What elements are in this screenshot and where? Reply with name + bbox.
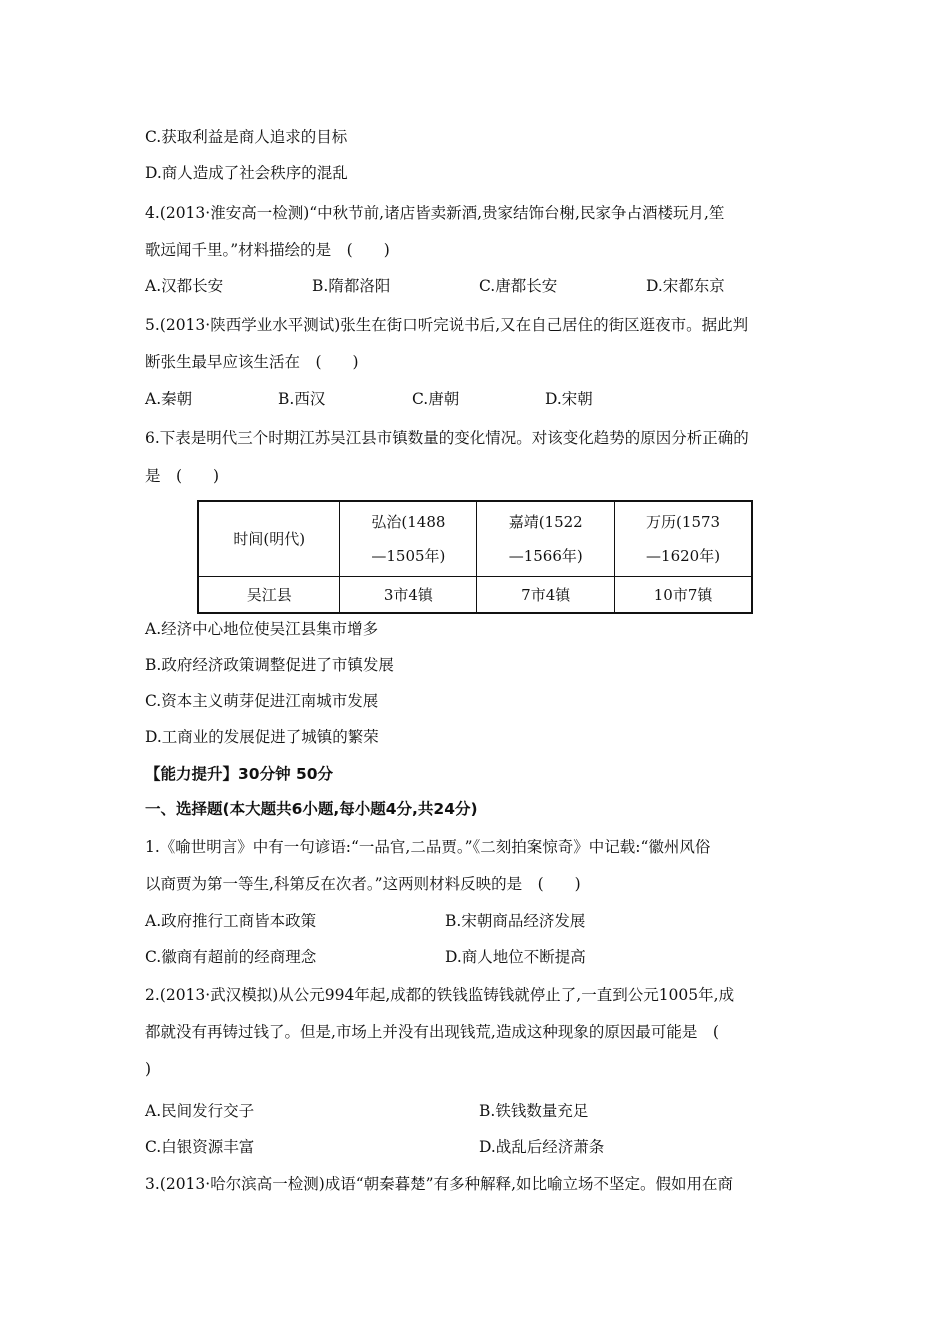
table-header-row — [198, 501, 752, 576]
part-heading: 一、选择题(本大题共6小题,每小题4分,共24分) — [145, 800, 478, 818]
p-question-1-line-2: 以商贾为第一等生,科第反在次者。”这两则材料反映的是 ( ) — [145, 875, 581, 893]
period-name: 嘉靖(1522 — [508, 512, 583, 531]
p-question-2-line-1: 2.(2013·武汉模拟)从公元994年起,成都的铁钱监铸钱就停止了,一直到公元1005年,成 — [145, 986, 735, 1004]
section-heading: 【能力提升】30分钟 50分 — [145, 765, 334, 783]
q4-option-d: D.宋都东京 — [646, 277, 725, 295]
table-row — [198, 576, 752, 613]
p2-option-b: B.铁钱数量充足 — [479, 1102, 589, 1120]
q6-option-a: A.经济中心地位使吴江县集市增多 — [145, 620, 379, 638]
p2-option-a: A.民间发行交子 — [145, 1102, 255, 1120]
p-question-1-line-1: 1.《喻世明言》中有一句谚语:“一品官,二品贾。”《二刻拍案惊奇》中记载:“徽州风俗 — [145, 838, 711, 856]
q4-option-c: C.唐都长安 — [479, 277, 558, 295]
question-5-line-2: 断张生最早应该生活在 ( ) — [145, 353, 359, 371]
table-header-time: 时间(明代) — [198, 501, 340, 576]
p-question-2-line-2: 都就没有再铸过钱了。但是,市场上并没有出现钱荒,造成这种现象的原因最可能是 ( — [145, 1023, 719, 1041]
q5-option-d: D.宋朝 — [545, 390, 593, 408]
p1-option-b: B.宋朝商品经济发展 — [445, 912, 586, 930]
q5-option-c: C.唐朝 — [412, 390, 460, 408]
question-4-line-2: 歌远闻千里。”材料描绘的是 ( ) — [145, 241, 390, 259]
period-range: —1566年) — [508, 546, 583, 565]
question-4-line-1: 4.(2013·淮安高一检测)“中秋节前,诸店皆卖新酒,贵家结饰台榭,民家争占酒楼玩月,笙 — [145, 204, 725, 222]
p-question-3-line-1: 3.(2013·哈尔滨高一检测)成语“朝秦暮楚”有多种解释,如比喻立场不坚定。假如用在商 — [145, 1175, 734, 1193]
row-label-wujiang: 吴江县 — [198, 576, 340, 613]
market-town-table — [197, 500, 753, 614]
period-name: 万历(1573 — [646, 512, 721, 531]
period-range: —1505年) — [371, 546, 446, 565]
q6-option-b: B.政府经济政策调整促进了市镇发展 — [145, 656, 394, 674]
value-wanli: 10市7镇 — [615, 576, 752, 613]
option-c-text: C.获取利益是商人追求的目标 — [145, 128, 348, 146]
q6-option-c: C.资本主义萌芽促进江南城市发展 — [145, 692, 379, 710]
period-range: —1620年) — [646, 546, 721, 565]
q5-option-a: A.秦朝 — [145, 390, 193, 408]
value-hongzhi: 3市4镇 — [340, 576, 477, 613]
value-jiajing: 7市4镇 — [477, 576, 615, 613]
question-6-line-1: 6.下表是明代三个时期江苏吴江县市镇数量的变化情况。对该变化趋势的原因分析正确的 — [145, 429, 749, 447]
q5-option-b: B.西汉 — [278, 390, 326, 408]
p1-option-a: A.政府推行工商皆本政策 — [145, 912, 317, 930]
question-5-line-1: 5.(2013·陕西学业水平测试)张生在街口听完说书后,又在自己居住的街区逛夜市。据此判 — [145, 316, 749, 334]
p2-option-d: D.战乱后经济萧条 — [479, 1138, 605, 1156]
table-header-wanli — [615, 501, 752, 576]
period-name: 弘治(1488 — [371, 512, 446, 531]
table-header-hongzhi — [340, 501, 477, 576]
q4-option-b: B.隋都洛阳 — [312, 277, 391, 295]
q4-option-a: A.汉都长安 — [145, 277, 224, 295]
p2-option-c: C.白银资源丰富 — [145, 1138, 255, 1156]
question-6-line-2: 是 ( ) — [145, 467, 220, 485]
p1-option-c: C.徽商有超前的经商理念 — [145, 948, 317, 966]
table-header-jiajing — [477, 501, 615, 576]
option-d-text: D.商人造成了社会秩序的混乱 — [145, 164, 348, 182]
p1-option-d: D.商人地位不断提高 — [445, 948, 586, 966]
p-question-2-line-3: ) — [145, 1060, 152, 1078]
q6-option-d: D.工商业的发展促进了城镇的繁荣 — [145, 728, 379, 746]
